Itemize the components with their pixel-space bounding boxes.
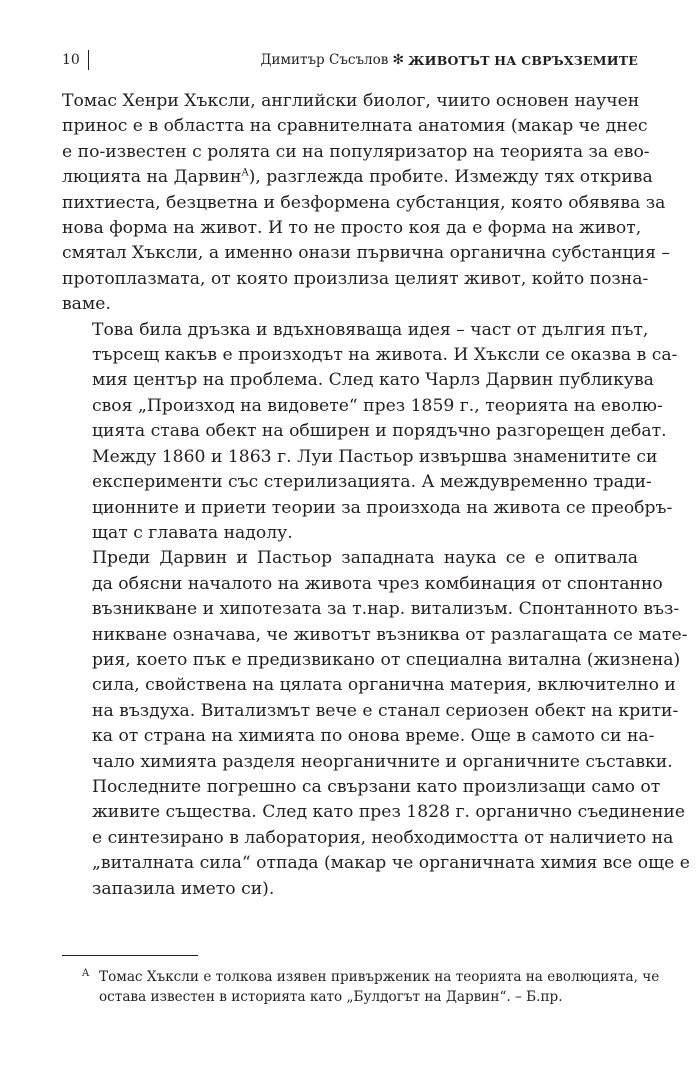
text-line: възникване и хипотезата за т.нар. витализъм. Спонтанното въз- bbox=[92, 599, 680, 620]
text-line: ка от страна на химията по онова време. Още в самото си на- bbox=[92, 726, 655, 747]
footnote-reference: A bbox=[241, 167, 249, 179]
text-line: на въздуха. Витализмът вече е станал сериозен обект на крити- bbox=[92, 700, 679, 721]
header-divider bbox=[88, 50, 89, 70]
text-line: Томас Хенри Хъксли, английски биолог, чиито основен научен bbox=[62, 91, 640, 111]
header-separator-icon: ✻ bbox=[392, 52, 405, 68]
text-fragment: люцията на Дарвин bbox=[62, 167, 242, 188]
footnote-line: Томас Хъксли е толкова изявен привърженик на теорията на еволюцията, че bbox=[99, 969, 660, 985]
header-left bbox=[62, 50, 89, 70]
text-line: нова форма на живот. И то не просто коя да е форма на живот, bbox=[62, 218, 642, 239]
text-line: ционните и приети теории за произхода на живота се преобръ- bbox=[92, 497, 673, 518]
header-right bbox=[261, 52, 639, 68]
footnote-text bbox=[99, 967, 660, 1007]
text-line: протоплазмата, от която произлиза целият живот, който позна- bbox=[62, 268, 649, 289]
text-line: рия, което пък е предизвикано от специална витална (жизнена) bbox=[92, 649, 681, 670]
text-line: Между 1860 и 1863 г. Луи Пастьор извършва знаменитите си bbox=[92, 446, 658, 467]
text-line: „виталната сила“ отпада (макар че органичната химия все още е bbox=[92, 853, 690, 874]
text-line: пихтиеста, безцветна и безформена субстанция, която обявява за bbox=[62, 192, 666, 213]
text-line: своя „Произход на видовете“ през 1859 г., теорията на еволю- bbox=[92, 395, 663, 416]
page-number: 10 bbox=[62, 52, 80, 68]
header-book-title: ЖИВОТЪТ НА СВРЪХЗЕМИТЕ bbox=[408, 52, 638, 68]
text-line-with-footnote bbox=[62, 165, 653, 190]
footnote-divider bbox=[62, 955, 198, 956]
text-line: запазила името си). bbox=[92, 878, 275, 899]
text-line: принос е в областта на сравнителната анатомия (макар че днес bbox=[62, 116, 648, 137]
text-line: експерименти със стерилизацията. А междувременно тради- bbox=[92, 472, 652, 493]
text-line: Последните погрешно са свързани като произлизащи само от bbox=[92, 776, 661, 797]
text-fragment: ), разглежда пробите. Измежду тях открива bbox=[248, 167, 653, 188]
text-line: е синтезирано в лаборатория, необходимостта от наличието на bbox=[92, 827, 674, 848]
text-line: живите същества. След като през 1828 г. органично съединение bbox=[92, 802, 686, 823]
paragraph-2 bbox=[62, 318, 678, 547]
footnote bbox=[62, 967, 660, 1007]
paragraph-1 bbox=[62, 89, 671, 318]
running-header bbox=[62, 47, 638, 73]
text-line: цията става обект на обширен и порядъчно разгорещен дебат. bbox=[92, 421, 667, 442]
footnote-marker: A bbox=[82, 968, 90, 979]
footnote-line: остава известен в историята като „Булдогът на Дарвин“. – Б.пр. bbox=[99, 989, 563, 1005]
text-line: Това била дръзка и вдъхновяваща идея – част от дългия път, bbox=[92, 319, 649, 340]
text-line: сила, свойствена на цялата органична материя, включително и bbox=[92, 675, 676, 696]
text-line: Преди Дарвин и Пастьор западната наука се е опитвала bbox=[92, 548, 638, 569]
header-author: Димитър Съсълов bbox=[260, 52, 389, 68]
text-line: търсещ какъв е произходът на живота. И Хъксли се оказва в са- bbox=[92, 345, 678, 366]
text-line: смятал Хъксли, а именно онази първична органична субстанция – bbox=[62, 243, 671, 264]
text-line: да обясни началото на живота чрез комбинация от спонтанно bbox=[92, 573, 663, 594]
body-text bbox=[62, 89, 690, 902]
text-line: чало химията разделя неорганичните и органичните съставки. bbox=[92, 751, 673, 772]
text-line: ваме. bbox=[62, 294, 111, 315]
paragraph-3 bbox=[62, 546, 690, 902]
text-line: никване означава, че животът възниква от разлагащата се мате- bbox=[92, 624, 688, 645]
text-line: щат с главата надолу. bbox=[92, 522, 293, 543]
text-line: е по-известен с ролята си на популяризатор на теорията за ево- bbox=[62, 141, 650, 162]
text-line: мия център на проблема. След като Чарлз Дарвин публикува bbox=[92, 370, 654, 391]
